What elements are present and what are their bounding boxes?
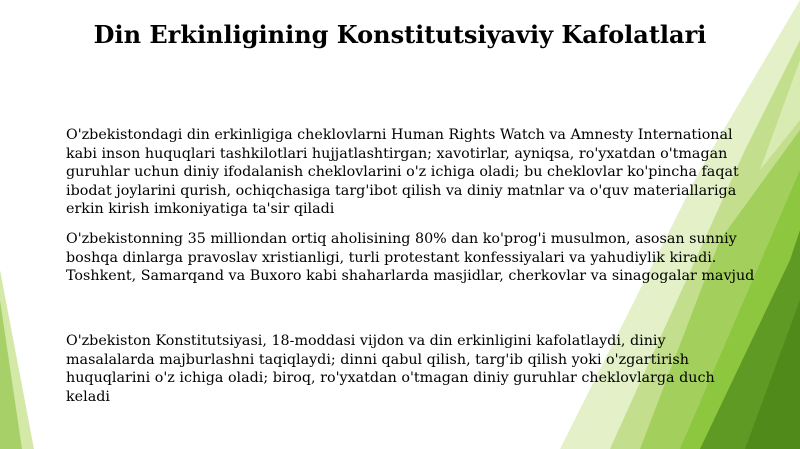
paragraph-1: O'zbekistondagi din erkinligiga cheklovlarni Human Rights Watch va Amnesty International kabi inson huquqlari tashkilotlari hujjatlashtirgan; xavotirlar, ayniqsa, ro'yxatdan o'tmagan guruhlar uchun diniy ifodalanish cheklovlarini o'z ichiga oladi; bu cheklovlar ko'pincha faqat ibodat joylarini qurish, ochiqchasiga targ'ibot qilish va diniy matnlar va o'quv materiallariga erkin kirish imkoniyatiga ta'sir qiladi xyxy=(66,127,739,218)
paragraph-2: O'zbekistonning 35 milliondan ortiq aholisining 80% dan ko'prog'i musulmon, asosan sunniy boshqa dinlarga pravoslav xristianligi, turli protestant konfessiyalari va yahudiylik kiradi. Toshkent, Samarqand va Buxoro kabi shaharlarda masjidlar, cherkovlar va sinagogalar mavjud xyxy=(66,231,755,285)
slide-title: Din Erkinligining Konstitutsiyaviy Kafolatlari xyxy=(93,20,707,49)
paragraph-3: O'zbekiston Konstitutsiyasi, 18-moddasi vijdon va din erkinligini kafolatlaydi, diniy masalalarda majburlashni taqiqlaydi; dinni qabul qilish, targ'ib qilish yoki o'zgartirish huquqlarini o'z ichiga oladi; biroq, ro'yxatdan o'tmagan diniy guruhlar cheklovlarga duch keladi xyxy=(66,333,715,405)
